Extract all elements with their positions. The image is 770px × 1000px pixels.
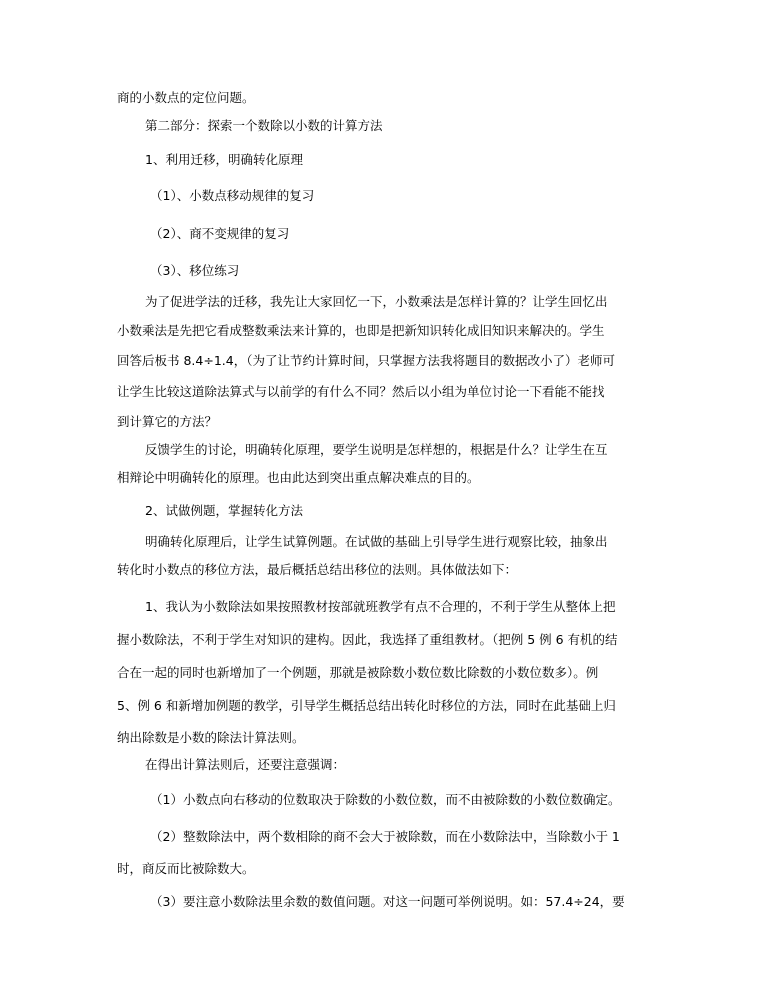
text-line: 让学生比较这道除法算式与以前学的有什么不同？然后以小组为单位讨论一下看能不能找 <box>117 384 605 399</box>
section-heading: 第二部分：探索一个数除以小数的计算方法 <box>145 118 383 133</box>
text-line: 商的小数点的定位问题。 <box>117 90 255 105</box>
text-line: 转化时小数点的移位方法，最后概括总结出移位的法则。具体做法如下： <box>117 562 518 577</box>
text-line: 握小数除法，不利于学生对知识的建构。因此，我选择了重组教材。（把例 5 例 6 有机的结 <box>117 632 618 647</box>
text-line: 到计算它的方法？ <box>117 414 218 429</box>
text-line: 1、我认为小数除法如果按照教材按部就班教学有点不合理的，不利于学生从整体上把 <box>145 599 616 614</box>
text-line: 小数乘法是先把它看成整数乘法来计算的，也即是把新知识转化成旧知识来解决的。学生 <box>117 323 605 338</box>
text-line: 5、例 6 和新增加例题的教学，引导学生概括总结出转化时移位的方法，同时在此基础上归 <box>117 698 616 713</box>
list-item: （2）整数除法中，两个数相除的商不会大于被除数，而在小数除法中，当除数小于 1 <box>150 829 620 844</box>
text-line: 为了促进学法的迁移，我先让大家回忆一下，小数乘法是怎样计算的？让学生回忆出 <box>145 294 608 309</box>
subsection-heading: 1、利用迁移，明确转化原理 <box>145 152 303 167</box>
list-item: （1）小数点向右移动的位数取决于除数的小数位数，而不由被除数的小数位数确定。 <box>150 792 621 807</box>
text-line: 反馈学生的讨论，明确转化原理，要学生说明是怎样想的，根据是什么？让学生在互 <box>145 442 608 457</box>
list-item: （1）、小数点移动规律的复习 <box>150 188 315 203</box>
text-line: 相辩论中明确转化的原理。也由此达到突出重点解决难点的目的。 <box>117 470 480 485</box>
text-line: 纳出除数是小数的除法计算法则。 <box>117 730 305 745</box>
text-line: 合在一起的同时也新增加了一个例题，那就是被除数小数位数比除数的小数位数多）。例 <box>117 665 599 680</box>
text-line: 回答后板书 8.4÷1.4，（为了让节约计算时间，只掌握方法我将题目的数据改小了）老师可 <box>117 353 615 368</box>
text-line: 明确转化原理后，让学生试算例题。在试做的基础上引导学生进行观察比较，抽象出 <box>145 534 608 549</box>
text-line: 在得出计算法则后，还要注意强调： <box>145 757 346 772</box>
list-item: （2）、商不变规律的复习 <box>150 226 290 241</box>
list-item: （3）要注意小数除法里余数的数值问题。对这一问题可举例说明。如：57.4÷24，要 <box>150 894 625 909</box>
text-line: 时，商反而比被除数大。 <box>117 861 255 876</box>
subsection-heading: 2、试做例题，掌握转化方法 <box>145 503 303 518</box>
list-item: （3）、移位练习 <box>150 263 240 278</box>
